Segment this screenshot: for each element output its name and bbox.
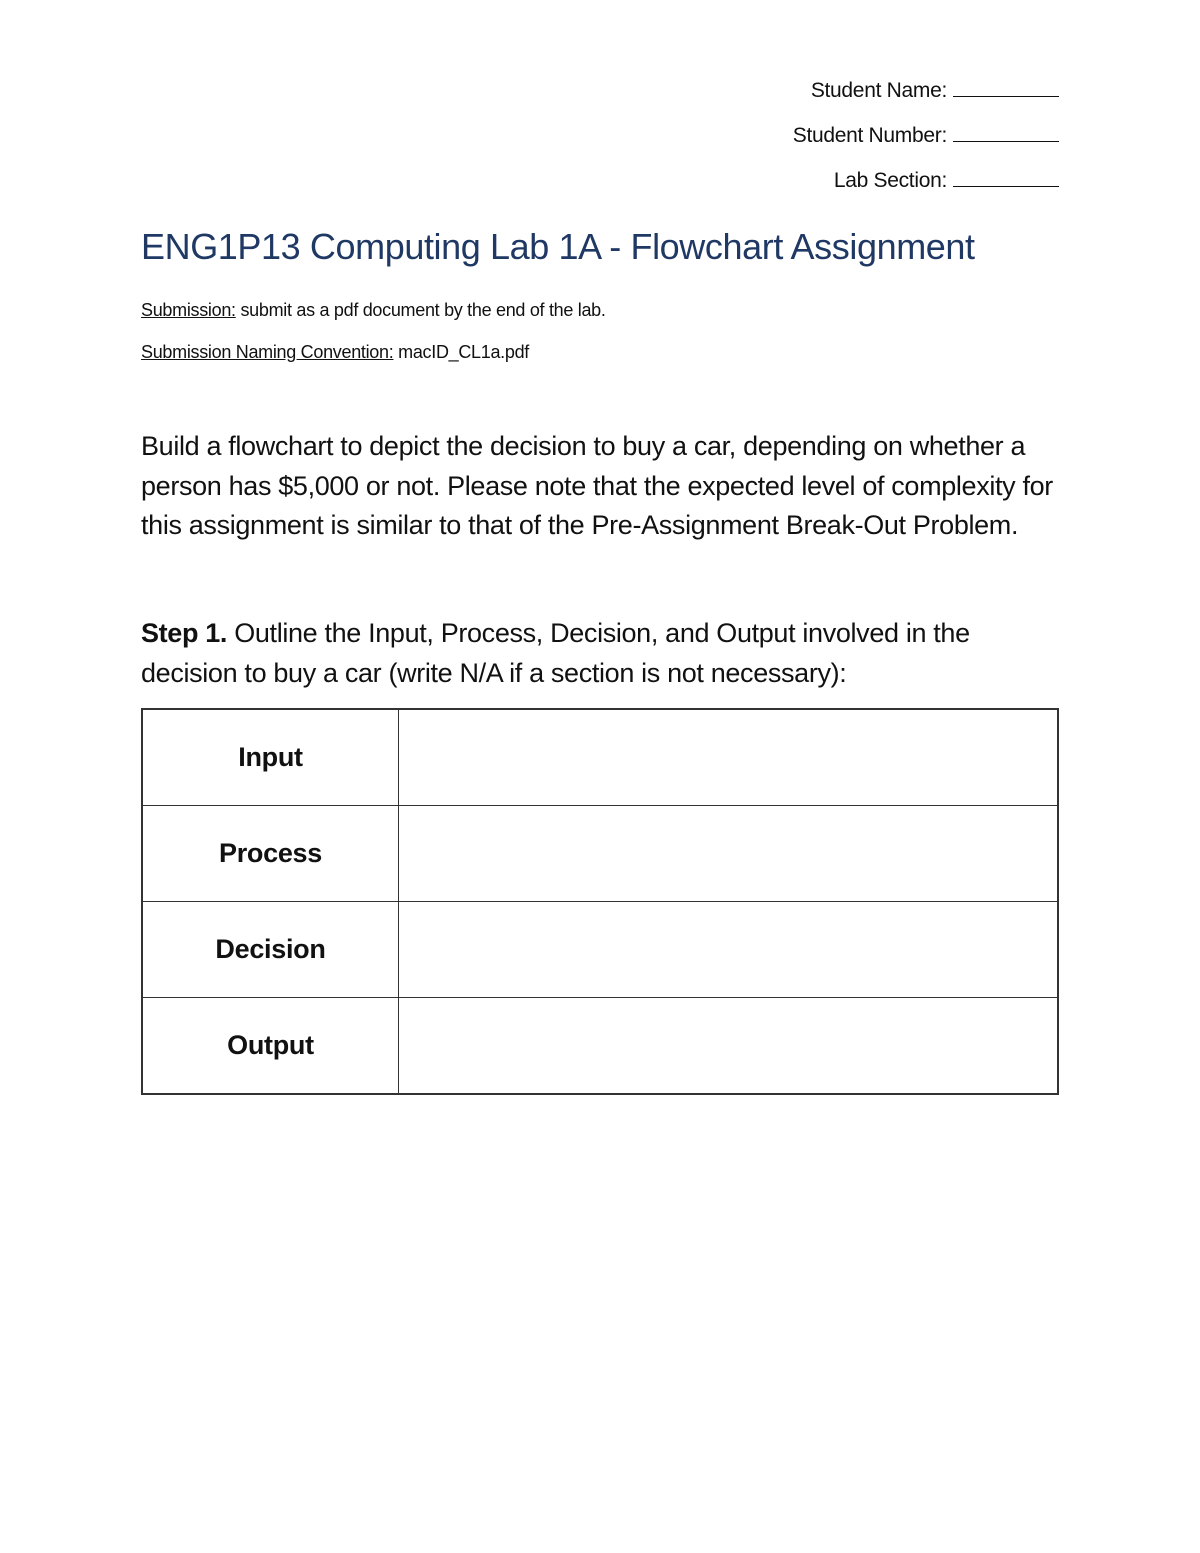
step1-paragraph [141, 614, 1066, 693]
submission-line [141, 300, 606, 321]
submission-text: submit as a pdf document by the end of the lab. [235, 300, 606, 320]
output-label-cell: Output [142, 998, 399, 1095]
step1-label: Step 1. [141, 618, 228, 648]
table-row-decision [142, 902, 1058, 998]
decision-answer-cell[interactable] [399, 902, 1059, 998]
ipo-table [141, 708, 1059, 1095]
student-number-blank[interactable] [953, 121, 1059, 142]
page-title: ENG1P13 Computing Lab 1A - Flowchart Assignment [141, 226, 975, 267]
intro-paragraph: Build a flowchart to depict the decision to buy a car, depending on whether a person has $5,000 or not. Please note that the expected level of complexity for this assignment is similar to that of the Pre-Assignment Break-Out Problem. [141, 431, 1053, 540]
student-info-fields [793, 68, 1059, 203]
naming-convention-label: Submission Naming Convention: [141, 342, 394, 362]
naming-convention-text: macID_CL1a.pdf [393, 342, 530, 362]
process-answer-cell[interactable] [399, 806, 1059, 902]
step1-text: Outline the Input, Process, Decision, and Output involved in the decision to buy a car (write N/A if a section is not necessary): [141, 618, 970, 688]
lab-section-field [793, 158, 1059, 203]
table-row-process [142, 806, 1058, 902]
student-name-field [793, 68, 1059, 113]
table-row-input [142, 709, 1058, 806]
output-answer-cell[interactable] [399, 998, 1059, 1095]
student-number-field [793, 113, 1059, 158]
lab-section-blank[interactable] [953, 166, 1059, 187]
student-name-blank[interactable] [953, 76, 1059, 97]
input-label-cell: Input [142, 709, 399, 806]
table-row-output [142, 998, 1058, 1095]
student-name-label: Student Name: [810, 79, 947, 102]
decision-label-cell: Decision [142, 902, 399, 998]
lab-section-label: Lab Section: [833, 169, 947, 192]
process-label-cell: Process [142, 806, 399, 902]
naming-convention-line [141, 342, 529, 363]
student-number-label: Student Number: [792, 124, 947, 147]
input-answer-cell[interactable] [399, 709, 1059, 806]
submission-label: Submission: [141, 300, 236, 320]
